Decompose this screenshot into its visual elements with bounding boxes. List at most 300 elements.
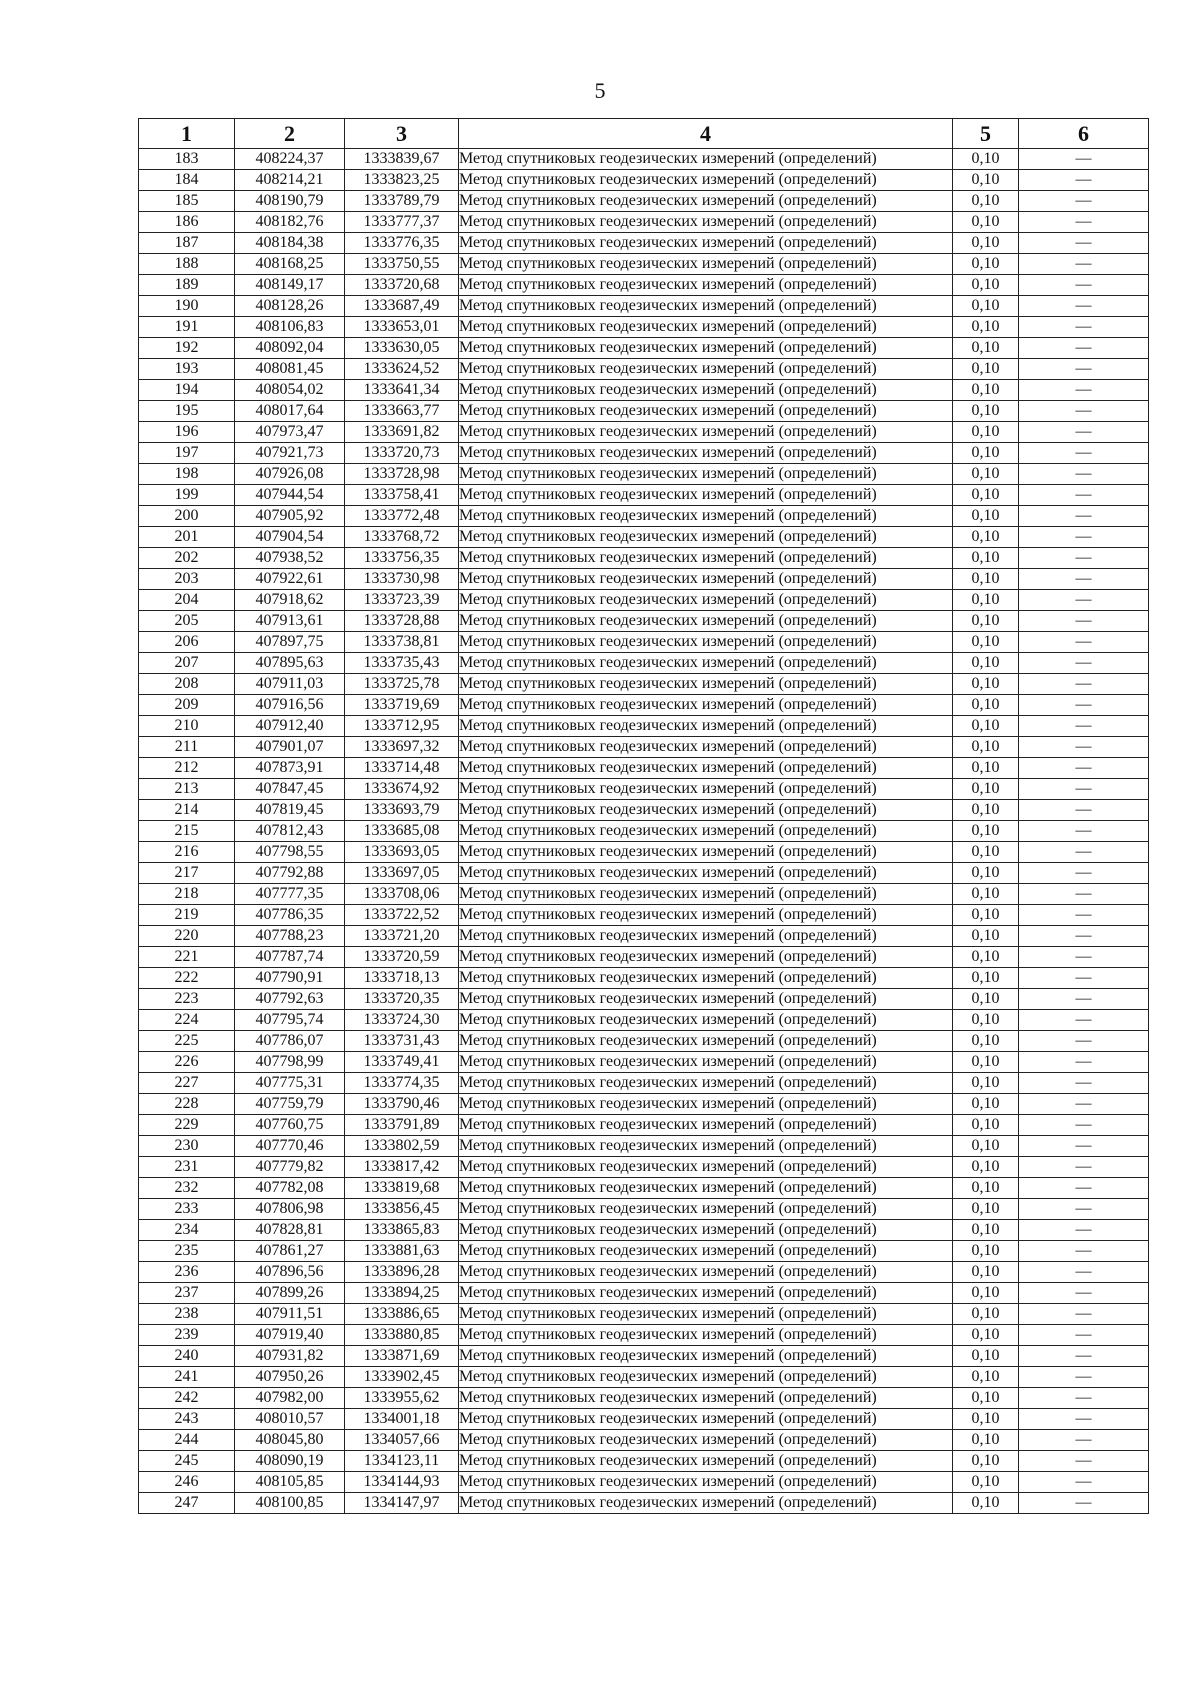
description-cell: — xyxy=(1019,548,1149,569)
x-coordinate-cell: 408081,45 xyxy=(235,359,345,380)
method-cell: Метод спутниковых геодезических измерений (определений) xyxy=(459,1409,953,1430)
accuracy-cell: 0,10 xyxy=(953,1115,1019,1136)
table-row xyxy=(139,443,1149,464)
point-number-cell: 212 xyxy=(139,758,235,779)
accuracy-cell: 0,10 xyxy=(953,989,1019,1010)
description-cell: — xyxy=(1019,1115,1149,1136)
table-row xyxy=(139,296,1149,317)
y-coordinate-cell: 1333697,05 xyxy=(345,863,459,884)
table-row xyxy=(139,1178,1149,1199)
x-coordinate-cell: 407899,26 xyxy=(235,1283,345,1304)
y-coordinate-cell: 1333723,39 xyxy=(345,590,459,611)
accuracy-cell: 0,10 xyxy=(953,779,1019,800)
accuracy-cell: 0,10 xyxy=(953,485,1019,506)
description-cell: — xyxy=(1019,842,1149,863)
description-cell: — xyxy=(1019,863,1149,884)
accuracy-cell: 0,10 xyxy=(953,1241,1019,1262)
method-cell: Метод спутниковых геодезических измерений (определений) xyxy=(459,212,953,233)
point-number-cell: 227 xyxy=(139,1073,235,1094)
table-row xyxy=(139,737,1149,758)
point-number-cell: 235 xyxy=(139,1241,235,1262)
accuracy-cell: 0,10 xyxy=(953,422,1019,443)
accuracy-cell: 0,10 xyxy=(953,1472,1019,1493)
description-cell: — xyxy=(1019,800,1149,821)
accuracy-cell: 0,10 xyxy=(953,947,1019,968)
description-cell: — xyxy=(1019,695,1149,716)
y-coordinate-cell: 1333881,63 xyxy=(345,1241,459,1262)
accuracy-cell: 0,10 xyxy=(953,1052,1019,1073)
accuracy-cell: 0,10 xyxy=(953,1304,1019,1325)
point-number-cell: 206 xyxy=(139,632,235,653)
point-number-cell: 194 xyxy=(139,380,235,401)
description-cell: — xyxy=(1019,590,1149,611)
accuracy-cell: 0,10 xyxy=(953,359,1019,380)
y-coordinate-cell: 1333776,35 xyxy=(345,233,459,254)
accuracy-cell: 0,10 xyxy=(953,191,1019,212)
point-number-cell: 198 xyxy=(139,464,235,485)
x-coordinate-cell: 407847,45 xyxy=(235,779,345,800)
y-coordinate-cell: 1333789,79 xyxy=(345,191,459,212)
point-number-cell: 185 xyxy=(139,191,235,212)
point-number-cell: 224 xyxy=(139,1010,235,1031)
x-coordinate-cell: 407873,91 xyxy=(235,758,345,779)
point-number-cell: 241 xyxy=(139,1367,235,1388)
method-cell: Метод спутниковых геодезических измерений (определений) xyxy=(459,1493,953,1514)
x-coordinate-cell: 408092,04 xyxy=(235,338,345,359)
method-cell: Метод спутниковых геодезических измерений (определений) xyxy=(459,1136,953,1157)
method-cell: Метод спутниковых геодезических измерений (определений) xyxy=(459,1262,953,1283)
y-coordinate-cell: 1333719,69 xyxy=(345,695,459,716)
table-row xyxy=(139,758,1149,779)
x-coordinate-cell: 407779,82 xyxy=(235,1157,345,1178)
description-cell: — xyxy=(1019,149,1149,170)
method-cell: Метод спутниковых геодезических измерений (определений) xyxy=(459,1199,953,1220)
accuracy-cell: 0,10 xyxy=(953,317,1019,338)
table-row xyxy=(139,800,1149,821)
header-row xyxy=(139,119,1149,149)
table-row xyxy=(139,254,1149,275)
column-header-4: 4 xyxy=(459,119,953,149)
coordinates-table xyxy=(138,118,1149,1514)
y-coordinate-cell: 1333714,48 xyxy=(345,758,459,779)
method-cell: Метод спутниковых геодезических измерений (определений) xyxy=(459,590,953,611)
y-coordinate-cell: 1333730,98 xyxy=(345,569,459,590)
point-number-cell: 231 xyxy=(139,1157,235,1178)
accuracy-cell: 0,10 xyxy=(953,968,1019,989)
description-cell: — xyxy=(1019,1136,1149,1157)
point-number-cell: 186 xyxy=(139,212,235,233)
y-coordinate-cell: 1333693,79 xyxy=(345,800,459,821)
x-coordinate-cell: 407861,27 xyxy=(235,1241,345,1262)
description-cell: — xyxy=(1019,275,1149,296)
point-number-cell: 223 xyxy=(139,989,235,1010)
description-cell: — xyxy=(1019,821,1149,842)
description-cell: — xyxy=(1019,485,1149,506)
x-coordinate-cell: 407922,61 xyxy=(235,569,345,590)
accuracy-cell: 0,10 xyxy=(953,611,1019,632)
x-coordinate-cell: 407911,51 xyxy=(235,1304,345,1325)
method-cell: Метод спутниковых геодезических измерений (определений) xyxy=(459,863,953,884)
accuracy-cell: 0,10 xyxy=(953,884,1019,905)
accuracy-cell: 0,10 xyxy=(953,1346,1019,1367)
method-cell: Метод спутниковых геодезических измерений (определений) xyxy=(459,1325,953,1346)
x-coordinate-cell: 407896,56 xyxy=(235,1262,345,1283)
table-row xyxy=(139,1136,1149,1157)
point-number-cell: 234 xyxy=(139,1220,235,1241)
point-number-cell: 219 xyxy=(139,905,235,926)
point-number-cell: 243 xyxy=(139,1409,235,1430)
table-row xyxy=(139,842,1149,863)
description-cell: — xyxy=(1019,1010,1149,1031)
point-number-cell: 202 xyxy=(139,548,235,569)
accuracy-cell: 0,10 xyxy=(953,380,1019,401)
table-body xyxy=(139,149,1149,1514)
point-number-cell: 190 xyxy=(139,296,235,317)
method-cell: Метод спутниковых геодезических измерений (определений) xyxy=(459,968,953,989)
method-cell: Метод спутниковых геодезических измерений (определений) xyxy=(459,1283,953,1304)
point-number-cell: 193 xyxy=(139,359,235,380)
y-coordinate-cell: 1333720,35 xyxy=(345,989,459,1010)
point-number-cell: 246 xyxy=(139,1472,235,1493)
description-cell: — xyxy=(1019,1472,1149,1493)
point-number-cell: 213 xyxy=(139,779,235,800)
method-cell: Метод спутниковых геодезических измерений (определений) xyxy=(459,989,953,1010)
x-coordinate-cell: 407938,52 xyxy=(235,548,345,569)
description-cell: — xyxy=(1019,380,1149,401)
accuracy-cell: 0,10 xyxy=(953,1367,1019,1388)
description-cell: — xyxy=(1019,1283,1149,1304)
x-coordinate-cell: 407792,63 xyxy=(235,989,345,1010)
method-cell: Метод спутниковых геодезических измерений (определений) xyxy=(459,653,953,674)
accuracy-cell: 0,10 xyxy=(953,758,1019,779)
point-number-cell: 237 xyxy=(139,1283,235,1304)
accuracy-cell: 0,10 xyxy=(953,1262,1019,1283)
table-row xyxy=(139,275,1149,296)
point-number-cell: 184 xyxy=(139,170,235,191)
accuracy-cell: 0,10 xyxy=(953,863,1019,884)
x-coordinate-cell: 407770,46 xyxy=(235,1136,345,1157)
description-cell: — xyxy=(1019,359,1149,380)
x-coordinate-cell: 407905,92 xyxy=(235,506,345,527)
method-cell: Метод спутниковых геодезических измерений (определений) xyxy=(459,380,953,401)
point-number-cell: 195 xyxy=(139,401,235,422)
x-coordinate-cell: 407786,35 xyxy=(235,905,345,926)
table-row xyxy=(139,359,1149,380)
description-cell: — xyxy=(1019,1157,1149,1178)
table-row xyxy=(139,548,1149,569)
description-cell: — xyxy=(1019,569,1149,590)
description-cell: — xyxy=(1019,401,1149,422)
x-coordinate-cell: 407897,75 xyxy=(235,632,345,653)
method-cell: Метод спутниковых геодезических измерений (определений) xyxy=(459,254,953,275)
method-cell: Метод спутниковых геодезических измерений (определений) xyxy=(459,1346,953,1367)
accuracy-cell: 0,10 xyxy=(953,170,1019,191)
accuracy-cell: 0,10 xyxy=(953,1073,1019,1094)
method-cell: Метод спутниковых геодезических измерений (определений) xyxy=(459,149,953,170)
x-coordinate-cell: 407828,81 xyxy=(235,1220,345,1241)
x-coordinate-cell: 407895,63 xyxy=(235,653,345,674)
x-coordinate-cell: 408224,37 xyxy=(235,149,345,170)
y-coordinate-cell: 1334147,97 xyxy=(345,1493,459,1514)
method-cell: Метод спутниковых геодезических измерений (определений) xyxy=(459,1430,953,1451)
y-coordinate-cell: 1333728,88 xyxy=(345,611,459,632)
table-row xyxy=(139,1241,1149,1262)
y-coordinate-cell: 1333880,85 xyxy=(345,1325,459,1346)
description-cell: — xyxy=(1019,1388,1149,1409)
table-row xyxy=(139,149,1149,170)
point-number-cell: 192 xyxy=(139,338,235,359)
table-row xyxy=(139,569,1149,590)
description-cell: — xyxy=(1019,1430,1149,1451)
y-coordinate-cell: 1334144,93 xyxy=(345,1472,459,1493)
table-row xyxy=(139,1010,1149,1031)
x-coordinate-cell: 407788,23 xyxy=(235,926,345,947)
point-number-cell: 187 xyxy=(139,233,235,254)
point-number-cell: 214 xyxy=(139,800,235,821)
y-coordinate-cell: 1333663,77 xyxy=(345,401,459,422)
method-cell: Метод спутниковых геодезических измерений (определений) xyxy=(459,1178,953,1199)
y-coordinate-cell: 1333674,92 xyxy=(345,779,459,800)
accuracy-cell: 0,10 xyxy=(953,506,1019,527)
x-coordinate-cell: 407921,73 xyxy=(235,443,345,464)
y-coordinate-cell: 1333819,68 xyxy=(345,1178,459,1199)
table-row xyxy=(139,338,1149,359)
accuracy-cell: 0,10 xyxy=(953,1451,1019,1472)
y-coordinate-cell: 1333738,81 xyxy=(345,632,459,653)
method-cell: Метод спутниковых геодезических измерений (определений) xyxy=(459,1451,953,1472)
accuracy-cell: 0,10 xyxy=(953,1199,1019,1220)
x-coordinate-cell: 408106,83 xyxy=(235,317,345,338)
point-number-cell: 238 xyxy=(139,1304,235,1325)
x-coordinate-cell: 407812,43 xyxy=(235,821,345,842)
x-coordinate-cell: 408045,80 xyxy=(235,1430,345,1451)
method-cell: Метод спутниковых геодезических измерений (определений) xyxy=(459,296,953,317)
method-cell: Метод спутниковых геодезических измерений (определений) xyxy=(459,632,953,653)
description-cell: — xyxy=(1019,653,1149,674)
method-cell: Метод спутниковых геодезических измерений (определений) xyxy=(459,317,953,338)
table-row xyxy=(139,674,1149,695)
method-cell: Метод спутниковых геодезических измерений (определений) xyxy=(459,1031,953,1052)
point-number-cell: 199 xyxy=(139,485,235,506)
point-number-cell: 196 xyxy=(139,422,235,443)
y-coordinate-cell: 1333653,01 xyxy=(345,317,459,338)
y-coordinate-cell: 1333886,65 xyxy=(345,1304,459,1325)
table-row xyxy=(139,1409,1149,1430)
y-coordinate-cell: 1333724,30 xyxy=(345,1010,459,1031)
description-cell: — xyxy=(1019,1367,1149,1388)
x-coordinate-cell: 407759,79 xyxy=(235,1094,345,1115)
point-number-cell: 245 xyxy=(139,1451,235,1472)
point-number-cell: 208 xyxy=(139,674,235,695)
x-coordinate-cell: 407777,35 xyxy=(235,884,345,905)
table-row xyxy=(139,422,1149,443)
accuracy-cell: 0,10 xyxy=(953,1157,1019,1178)
x-coordinate-cell: 407798,55 xyxy=(235,842,345,863)
description-cell: — xyxy=(1019,1262,1149,1283)
x-coordinate-cell: 407944,54 xyxy=(235,485,345,506)
point-number-cell: 203 xyxy=(139,569,235,590)
y-coordinate-cell: 1333691,82 xyxy=(345,422,459,443)
x-coordinate-cell: 408214,21 xyxy=(235,170,345,191)
point-number-cell: 218 xyxy=(139,884,235,905)
x-coordinate-cell: 408100,85 xyxy=(235,1493,345,1514)
description-cell: — xyxy=(1019,506,1149,527)
table-row xyxy=(139,968,1149,989)
point-number-cell: 200 xyxy=(139,506,235,527)
accuracy-cell: 0,10 xyxy=(953,149,1019,170)
description-cell: — xyxy=(1019,317,1149,338)
table-row xyxy=(139,1094,1149,1115)
table-row xyxy=(139,1472,1149,1493)
table-row xyxy=(139,926,1149,947)
point-number-cell: 211 xyxy=(139,737,235,758)
x-coordinate-cell: 407913,61 xyxy=(235,611,345,632)
description-cell: — xyxy=(1019,254,1149,275)
method-cell: Метод спутниковых геодезических измерений (определений) xyxy=(459,884,953,905)
x-coordinate-cell: 408184,38 xyxy=(235,233,345,254)
y-coordinate-cell: 1333823,25 xyxy=(345,170,459,191)
x-coordinate-cell: 407901,07 xyxy=(235,737,345,758)
accuracy-cell: 0,10 xyxy=(953,926,1019,947)
accuracy-cell: 0,10 xyxy=(953,1136,1019,1157)
point-number-cell: 228 xyxy=(139,1094,235,1115)
accuracy-cell: 0,10 xyxy=(953,674,1019,695)
method-cell: Метод спутниковых геодезических измерений (определений) xyxy=(459,548,953,569)
accuracy-cell: 0,10 xyxy=(953,716,1019,737)
x-coordinate-cell: 408090,19 xyxy=(235,1451,345,1472)
method-cell: Метод спутниковых геодезических измерений (определений) xyxy=(459,1094,953,1115)
x-coordinate-cell: 407918,62 xyxy=(235,590,345,611)
description-cell: — xyxy=(1019,989,1149,1010)
method-cell: Метод спутниковых геодезических измерений (определений) xyxy=(459,1073,953,1094)
y-coordinate-cell: 1333630,05 xyxy=(345,338,459,359)
description-cell: — xyxy=(1019,758,1149,779)
x-coordinate-cell: 407790,91 xyxy=(235,968,345,989)
accuracy-cell: 0,10 xyxy=(953,1325,1019,1346)
x-coordinate-cell: 408128,26 xyxy=(235,296,345,317)
method-cell: Метод спутниковых геодезических измерений (определений) xyxy=(459,1052,953,1073)
table-row xyxy=(139,1325,1149,1346)
point-number-cell: 222 xyxy=(139,968,235,989)
accuracy-cell: 0,10 xyxy=(953,905,1019,926)
point-number-cell: 204 xyxy=(139,590,235,611)
description-cell: — xyxy=(1019,1031,1149,1052)
description-cell: — xyxy=(1019,611,1149,632)
accuracy-cell: 0,10 xyxy=(953,590,1019,611)
x-coordinate-cell: 407916,56 xyxy=(235,695,345,716)
table-row xyxy=(139,401,1149,422)
point-number-cell: 240 xyxy=(139,1346,235,1367)
y-coordinate-cell: 1333896,28 xyxy=(345,1262,459,1283)
accuracy-cell: 0,10 xyxy=(953,527,1019,548)
table-row xyxy=(139,905,1149,926)
x-coordinate-cell: 407782,08 xyxy=(235,1178,345,1199)
method-cell: Метод спутниковых геодезических измерений (определений) xyxy=(459,464,953,485)
accuracy-cell: 0,10 xyxy=(953,338,1019,359)
accuracy-cell: 0,10 xyxy=(953,1031,1019,1052)
point-number-cell: 226 xyxy=(139,1052,235,1073)
y-coordinate-cell: 1333839,67 xyxy=(345,149,459,170)
point-number-cell: 197 xyxy=(139,443,235,464)
point-number-cell: 236 xyxy=(139,1262,235,1283)
method-cell: Метод спутниковых геодезических измерений (определений) xyxy=(459,359,953,380)
table-row xyxy=(139,1367,1149,1388)
point-number-cell: 217 xyxy=(139,863,235,884)
y-coordinate-cell: 1333728,98 xyxy=(345,464,459,485)
point-number-cell: 233 xyxy=(139,1199,235,1220)
method-cell: Метод спутниковых геодезических измерений (определений) xyxy=(459,1115,953,1136)
description-cell: — xyxy=(1019,1451,1149,1472)
point-number-cell: 244 xyxy=(139,1430,235,1451)
y-coordinate-cell: 1333749,41 xyxy=(345,1052,459,1073)
y-coordinate-cell: 1333955,62 xyxy=(345,1388,459,1409)
method-cell: Метод спутниковых геодезических измерений (определений) xyxy=(459,1367,953,1388)
method-cell: Метод спутниковых геодезических измерений (определений) xyxy=(459,674,953,695)
x-coordinate-cell: 408010,57 xyxy=(235,1409,345,1430)
accuracy-cell: 0,10 xyxy=(953,695,1019,716)
accuracy-cell: 0,10 xyxy=(953,1388,1019,1409)
column-header-2: 2 xyxy=(235,119,345,149)
description-cell: — xyxy=(1019,212,1149,233)
y-coordinate-cell: 1333750,55 xyxy=(345,254,459,275)
method-cell: Метод спутниковых геодезических измерений (определений) xyxy=(459,443,953,464)
accuracy-cell: 0,10 xyxy=(953,233,1019,254)
table-row xyxy=(139,1115,1149,1136)
table-row xyxy=(139,1388,1149,1409)
x-coordinate-cell: 407775,31 xyxy=(235,1073,345,1094)
y-coordinate-cell: 1333720,68 xyxy=(345,275,459,296)
accuracy-cell: 0,10 xyxy=(953,1178,1019,1199)
table-row xyxy=(139,1199,1149,1220)
method-cell: Метод спутниковых геодезических измерений (определений) xyxy=(459,1388,953,1409)
description-cell: — xyxy=(1019,422,1149,443)
table-row xyxy=(139,464,1149,485)
table-row xyxy=(139,1493,1149,1514)
point-number-cell: 215 xyxy=(139,821,235,842)
x-coordinate-cell: 408105,85 xyxy=(235,1472,345,1493)
accuracy-cell: 0,10 xyxy=(953,1220,1019,1241)
method-cell: Метод спутниковых геодезических измерений (определений) xyxy=(459,1157,953,1178)
method-cell: Метод спутниковых геодезических измерений (определений) xyxy=(459,527,953,548)
point-number-cell: 189 xyxy=(139,275,235,296)
description-cell: — xyxy=(1019,1052,1149,1073)
table-row xyxy=(139,653,1149,674)
point-number-cell: 247 xyxy=(139,1493,235,1514)
y-coordinate-cell: 1333756,35 xyxy=(345,548,459,569)
y-coordinate-cell: 1334001,18 xyxy=(345,1409,459,1430)
table-row xyxy=(139,506,1149,527)
table-row xyxy=(139,1031,1149,1052)
table-row xyxy=(139,233,1149,254)
description-cell: — xyxy=(1019,1094,1149,1115)
y-coordinate-cell: 1333777,37 xyxy=(345,212,459,233)
method-cell: Метод спутниковых геодезических измерений (определений) xyxy=(459,191,953,212)
x-coordinate-cell: 407795,74 xyxy=(235,1010,345,1031)
method-cell: Метод спутниковых геодезических измерений (определений) xyxy=(459,1220,953,1241)
table-row xyxy=(139,170,1149,191)
y-coordinate-cell: 1333720,59 xyxy=(345,947,459,968)
description-cell: — xyxy=(1019,527,1149,548)
method-cell: Метод спутниковых геодезических измерений (определений) xyxy=(459,947,953,968)
page-number: 5 xyxy=(594,78,606,103)
method-cell: Метод спутниковых геодезических измерений (определений) xyxy=(459,842,953,863)
method-cell: Метод спутниковых геодезических измерений (определений) xyxy=(459,1241,953,1262)
x-coordinate-cell: 407904,54 xyxy=(235,527,345,548)
description-cell: — xyxy=(1019,779,1149,800)
y-coordinate-cell: 1333721,20 xyxy=(345,926,459,947)
description-cell: — xyxy=(1019,716,1149,737)
table-header xyxy=(139,119,1149,149)
